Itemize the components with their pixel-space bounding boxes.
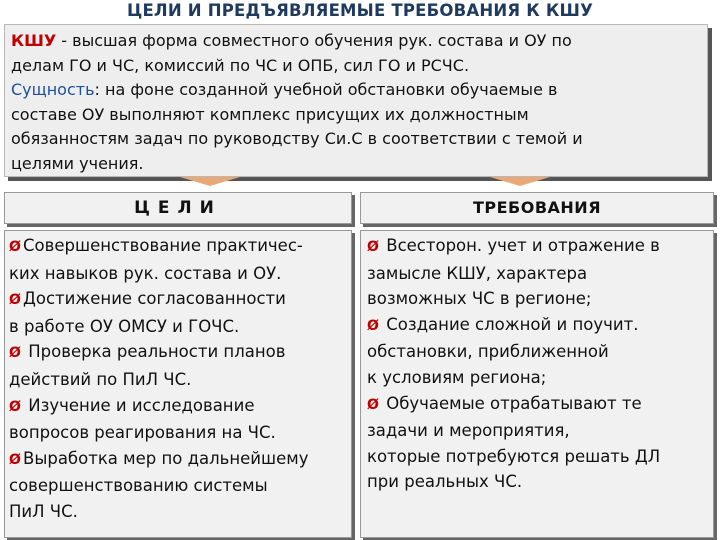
bullet-arrow-icon: Ø (367, 317, 379, 334)
requirements-line: которые потребуются решать ДЛ (367, 446, 661, 466)
intro-line-5: обязанностям задач по руководству Си.С в соответствии с темой и (11, 129, 583, 148)
requirements-line: Обучаемые отрабатывают те (381, 393, 642, 413)
term-essence: Сущность (11, 80, 95, 99)
intro-line-3 (11, 78, 701, 103)
goals-header: ЦЕЛИ (4, 192, 352, 224)
bullet-arrow-icon: Ø (9, 292, 21, 309)
goals-line: Проверка реальности планов (23, 342, 286, 362)
goals-line: в работе ОУ ОМСУ и ГОЧС. (9, 316, 240, 336)
goals-line: ких навыков рук. состава и ОУ. (9, 263, 282, 283)
intro-line-2: делам ГО и ЧС, комиссий по ЧС и ОПБ, сил ГО и РСЧС. (11, 55, 470, 75)
intro-text: : на фоне созданной учебной обстановки обучаемые в (94, 80, 558, 99)
intro-line-4: составе ОУ выполняют комплекс присущих их должностным (11, 104, 529, 124)
goals-line: Выработка мер по дальнейшему (23, 448, 309, 468)
down-arrow-icon (180, 177, 240, 186)
page-title: ЦЕЛИ И ПРЕДЪЯВЛЯЕМЫЕ ТРЕБОВАНИЯ К КШУ (126, 1, 594, 20)
requirements-line: к условиям региона; (367, 367, 547, 387)
bullet-arrow-icon: Ø (9, 451, 21, 468)
bullet-arrow-icon: Ø (9, 398, 21, 415)
list-item (367, 391, 713, 419)
goals-panel (4, 230, 352, 538)
list-item (9, 339, 351, 367)
list-item (9, 286, 351, 314)
bullet-arrow-icon: Ø (9, 239, 21, 255)
requirements-line: задачи и мероприятия, (367, 421, 570, 441)
requirements-line: обстановки, приближенной (367, 342, 609, 362)
requirements-line: Создание сложной и поучит. (381, 314, 639, 334)
list-item (367, 312, 713, 340)
list-item (9, 393, 351, 421)
list-item (9, 233, 351, 261)
list-item (367, 233, 713, 261)
intro-text: - высшая форма совместного обучения рук. состава и ОУ по (56, 31, 572, 50)
goals-line: Совершенствование практичес- (23, 236, 303, 255)
bullet-arrow-icon: Ø (367, 396, 379, 413)
goals-line: вопросов реагирования на ЧС. (9, 423, 276, 443)
list-item (9, 446, 351, 474)
term-kshu: КШУ (11, 31, 57, 50)
requirements-line: возможных ЧС в регионе; (367, 289, 592, 309)
goals-line: действий по ПиЛ ЧС. (9, 369, 192, 389)
goals-line: Изучение и исследование (23, 395, 255, 415)
intro-panel (4, 24, 708, 177)
goals-line: совершенствованию системы (9, 476, 268, 496)
bullet-arrow-icon: Ø (367, 239, 379, 255)
requirements-line: при реальных ЧС. (367, 472, 523, 492)
goals-line: Достижение согласованности (23, 289, 286, 309)
intro-line-6: целями учения. (11, 153, 144, 173)
intro-line-1 (11, 29, 701, 54)
down-arrow-icon (490, 177, 550, 186)
bullet-arrow-icon: Ø (9, 345, 21, 362)
requirements-panel (360, 230, 714, 538)
requirements-line: Всесторон. учет и отражение в (381, 236, 660, 255)
requirements-line: замысле КШУ, характера (367, 263, 588, 283)
goals-line: ПиЛ ЧС. (9, 501, 78, 521)
requirements-header: ТРЕБОВАНИЯ (360, 192, 714, 224)
